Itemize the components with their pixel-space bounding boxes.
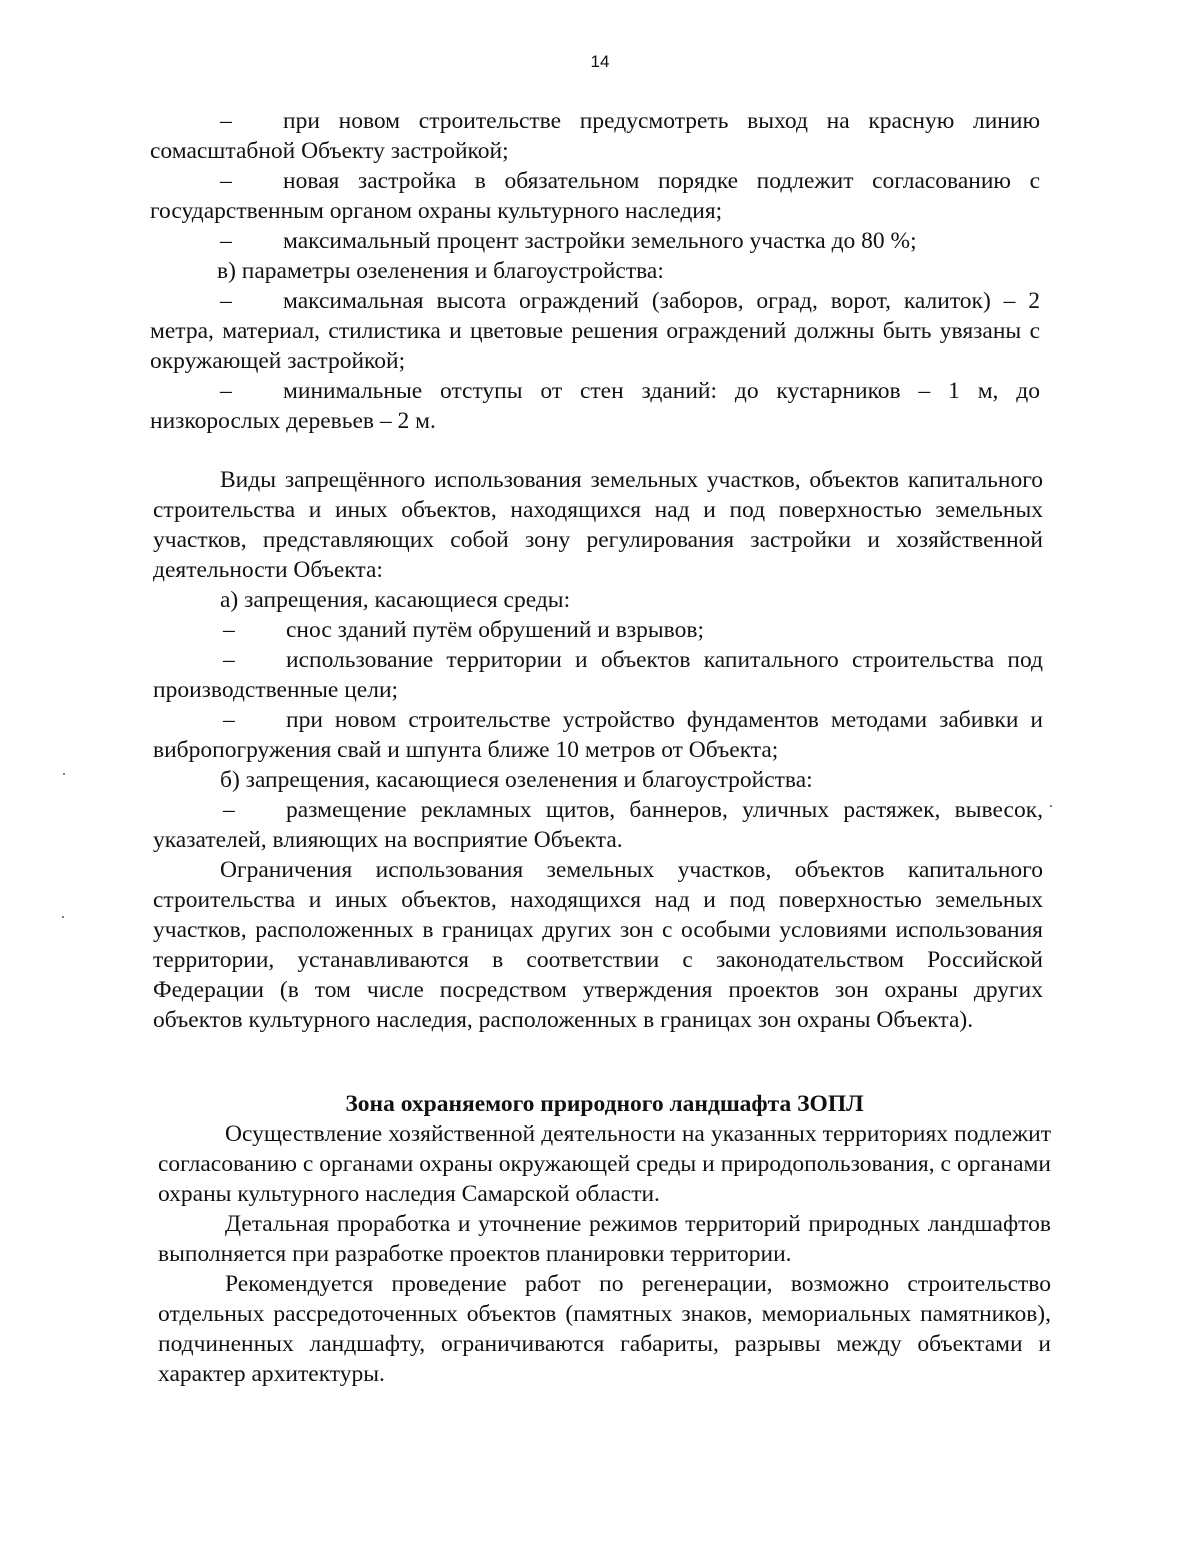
scan-speck <box>63 773 65 775</box>
paragraph: Рекомендуется проведение работ по регенерации, возможно строительство отдельных рассредоточенных объектов (памятных знаков, мемориальных памятников), подчиненных ландшафту, ограничиваются габариты, разрывы между объектами и характер архитектуры. <box>158 1271 1051 1387</box>
list-item: – при новом строительстве предусмотреть выход на красную линию сомасштабной Объекту застройкой; <box>150 108 1040 164</box>
dash-mark: – <box>220 228 232 254</box>
section-prohibited-uses <box>153 465 1043 1035</box>
dash-mark: – <box>223 797 235 823</box>
dash-mark: – <box>220 378 232 404</box>
section-heading: Зона охраняемого природного ландшафта ЗОПЛ <box>345 1091 864 1117</box>
restrictions-paragraph: Ограничения использования земельных участков, объектов капитального строительства и иных объектов, находящихся над и под поверхностью земельных участков, расположенных в границах других зон с особыми условиями использования территории, устанавливаются в соответствии с законодательством Российской Федерации (в том числе посредством утверждения проектов зон охраны других объектов культурного наследия, расположенных в границах зон охраны Объекта). <box>153 857 1043 1033</box>
subheading: а) запрещения, касающиеся среды: <box>220 587 571 613</box>
scan-speck <box>1050 805 1052 807</box>
list-item: – минимальные отступы от стен зданий: до кустарников – 1 м, до низкорослых деревьев – 2 м. <box>150 378 1040 434</box>
dash-mark: – <box>223 617 235 643</box>
list-item: – при новом строительстве устройство фундаментов методами забивки и вибропогружения свай и шпунта ближе 10 метров от Объекта; <box>153 707 1043 763</box>
subheading: б) запрещения, касающиеся озеленения и благоустройства: <box>220 767 813 793</box>
dash-mark: – <box>223 647 235 673</box>
dash-mark: – <box>223 707 235 733</box>
list-item: – максимальная высота ограждений (заборов, оград, ворот, калиток) – 2 метра, материал, стилистика и цветовые решения ограждений должны быть увязаны с окружающей застройкой; <box>150 288 1040 374</box>
intro-paragraph: Виды запрещённого использования земельных участков, объектов капитального строительства и иных объектов, находящихся над и под поверхностью земельных участков, представляющих собой зону регулирования застройки и хозяйственной деятельности Объекта: <box>153 467 1043 583</box>
paragraph: Детальная проработка и уточнение режимов территорий природных ландшафтов выполняется при разработке проектов планировки территории. <box>158 1211 1051 1267</box>
dash-mark: – <box>220 168 232 194</box>
list-item: – снос зданий путём обрушений и взрывов; <box>223 617 704 643</box>
dash-mark: – <box>220 288 232 314</box>
list-item: – размещение рекламных щитов, баннеров, уличных растяжек, вывесок, указателей, влияющих на восприятие Объекта. <box>153 797 1043 853</box>
scan-speck <box>62 916 64 918</box>
paragraph: Осуществление хозяйственной деятельности на указанных территориях подлежит согласованию с органами охраны окружающей среды и природопользования, с органами охраны культурного наследия Самарской области. <box>158 1121 1051 1207</box>
list-item: – новая застройка в обязательном порядке подлежит согласованию с государственным органом охраны культурного наследия; <box>150 168 1040 224</box>
section-building-parameters <box>150 106 1040 436</box>
list-item: – максимальный процент застройки земельного участка до 80 %; <box>220 228 917 254</box>
dash-mark: – <box>220 108 232 134</box>
page-number: 14 <box>590 52 610 71</box>
section-natural-landscape-zone <box>158 1089 1051 1389</box>
list-item: – использование территории и объектов капитального строительства под производственные цели; <box>153 647 1043 703</box>
subheading: в) параметры озеленения и благоустройства: <box>217 258 664 284</box>
